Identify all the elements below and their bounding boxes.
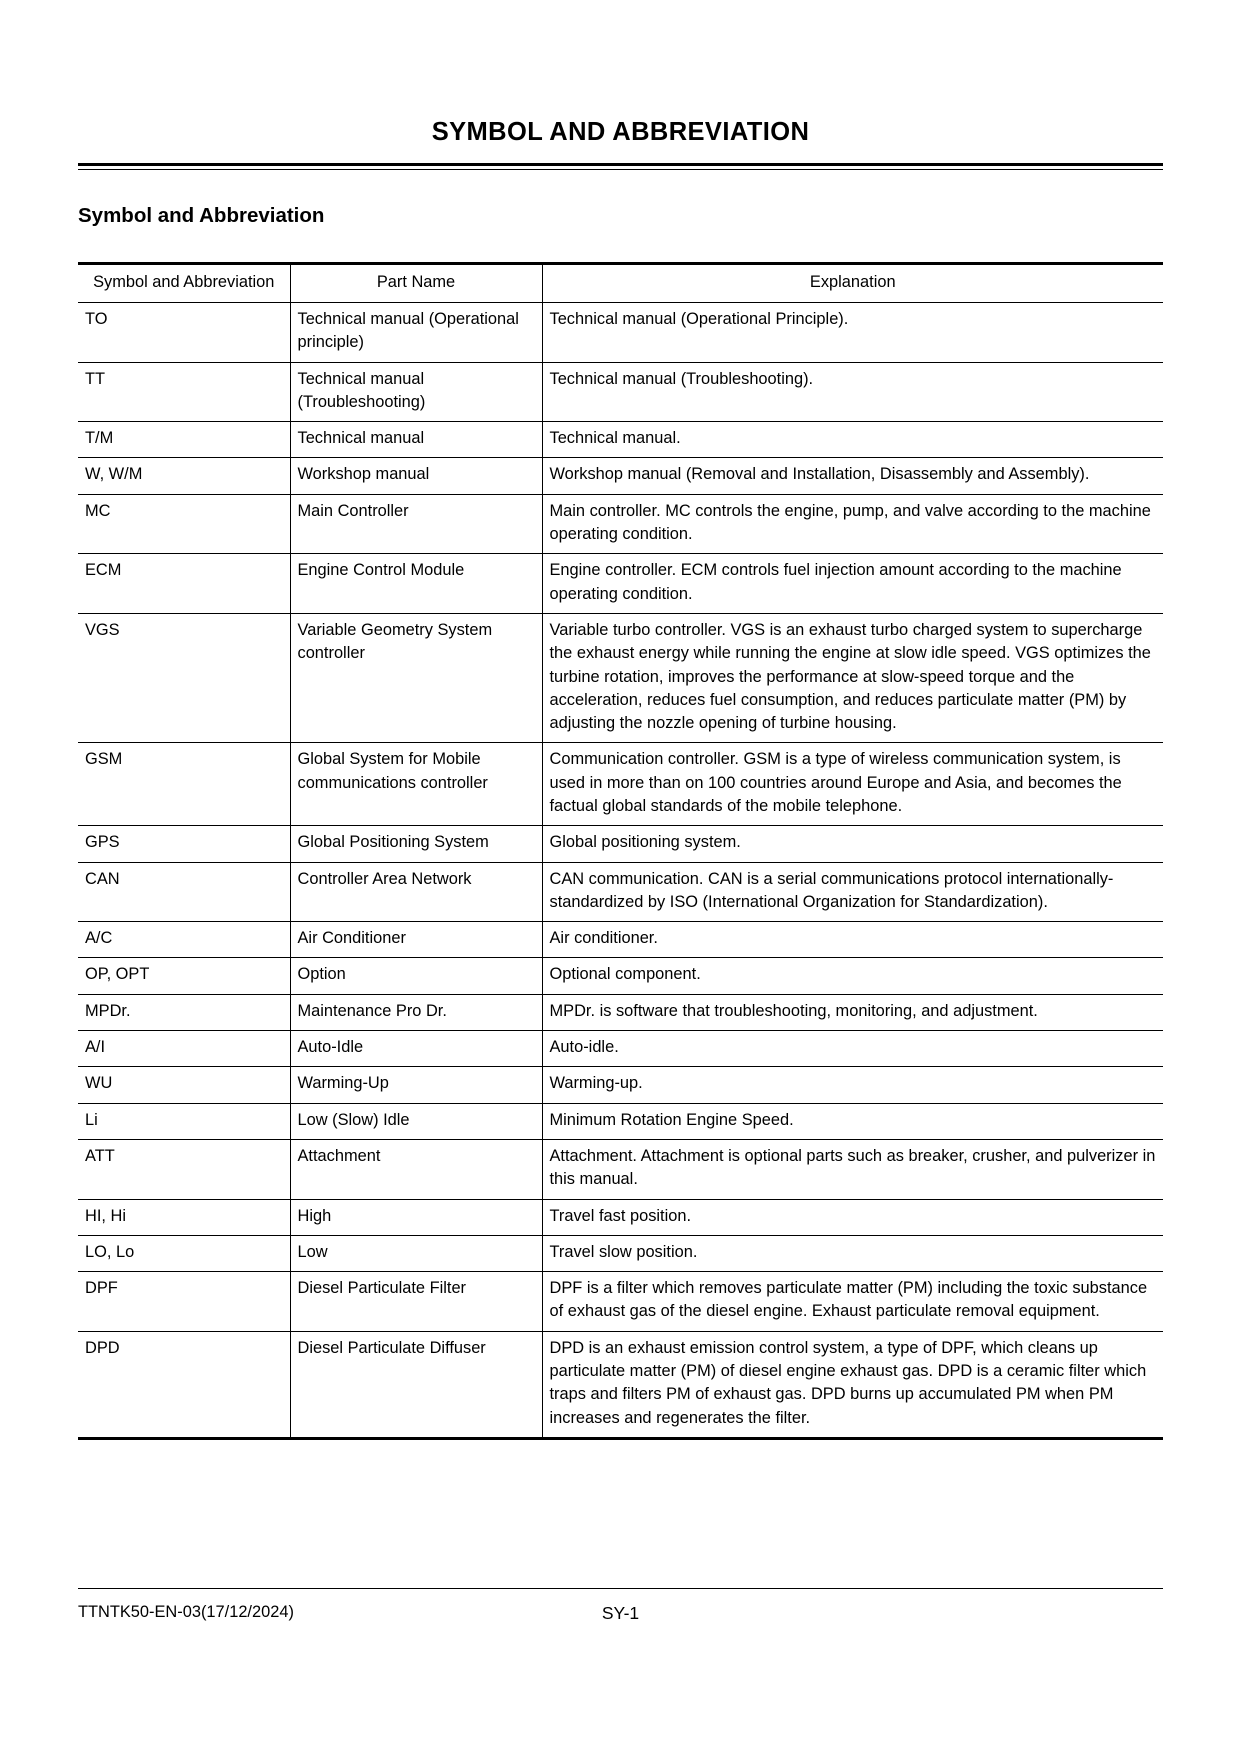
cell-part-name: Global System for Mobile communications controller [290, 743, 542, 826]
cell-explanation: CAN communication. CAN is a serial communications protocol internationally-standardized by ISO (International Organization for Standardization). [542, 862, 1163, 922]
cell-explanation: Workshop manual (Removal and Installation, Disassembly and Assembly). [542, 458, 1163, 494]
cell-part-name: Air Conditioner [290, 922, 542, 958]
title-divider [78, 163, 1163, 170]
cell-explanation: Travel fast position. [542, 1199, 1163, 1235]
cell-part-name: Auto-Idle [290, 1031, 542, 1067]
cell-symbol: OP, OPT [78, 958, 290, 994]
cell-explanation: Minimum Rotation Engine Speed. [542, 1103, 1163, 1139]
page-footer [78, 1588, 1163, 1622]
table-row [78, 494, 1163, 554]
cell-part-name: Low [290, 1235, 542, 1271]
table-row [78, 1272, 1163, 1332]
cell-explanation: Warming-up. [542, 1067, 1163, 1103]
table-row [78, 1235, 1163, 1271]
cell-symbol: MC [78, 494, 290, 554]
column-header-part-name: Part Name [290, 263, 542, 302]
table-header [78, 263, 1163, 302]
cell-explanation: Auto-idle. [542, 1031, 1163, 1067]
cell-symbol: T/M [78, 422, 290, 458]
cell-explanation: Air conditioner. [542, 922, 1163, 958]
table-row [78, 362, 1163, 422]
table-row [78, 743, 1163, 826]
table-row [78, 1067, 1163, 1103]
cell-symbol: TT [78, 362, 290, 422]
cell-part-name: Diesel Particulate Diffuser [290, 1331, 542, 1438]
footer-divider [78, 1588, 1163, 1589]
cell-part-name: Controller Area Network [290, 862, 542, 922]
cell-explanation: Technical manual (Operational Principle). [542, 302, 1163, 362]
table-row [78, 1031, 1163, 1067]
table-header-row [78, 263, 1163, 302]
table-row [78, 1103, 1163, 1139]
cell-symbol: ECM [78, 554, 290, 614]
table-row [78, 1331, 1163, 1438]
cell-explanation: Attachment. Attachment is optional parts such as breaker, crusher, and pulverizer in this manual. [542, 1139, 1163, 1199]
cell-part-name: Maintenance Pro Dr. [290, 994, 542, 1030]
cell-symbol: DPF [78, 1272, 290, 1332]
cell-part-name: Technical manual [290, 422, 542, 458]
cell-explanation: Optional component. [542, 958, 1163, 994]
cell-explanation: Variable turbo controller. VGS is an exhaust turbo charged system to supercharge the exhaust energy while running the engine at slow idle speed. VGS optimizes the turbine rotation, improves the performance at slow-speed torque and the acceleration, reduces fuel consumption, and reduces particulate matter (PM) by adjusting the nozzle opening of turbine housing. [542, 613, 1163, 742]
table-row [78, 613, 1163, 742]
table-row [78, 958, 1163, 994]
cell-part-name: Diesel Particulate Filter [290, 1272, 542, 1332]
cell-explanation: Travel slow position. [542, 1235, 1163, 1271]
cell-symbol: CAN [78, 862, 290, 922]
cell-part-name: Option [290, 958, 542, 994]
cell-symbol: WU [78, 1067, 290, 1103]
cell-part-name: High [290, 1199, 542, 1235]
cell-symbol: W, W/M [78, 458, 290, 494]
column-header-explanation: Explanation [542, 263, 1163, 302]
cell-explanation: Engine controller. ECM controls fuel injection amount according to the machine operating condition. [542, 554, 1163, 614]
cell-symbol: DPD [78, 1331, 290, 1438]
cell-part-name: Attachment [290, 1139, 542, 1199]
cell-explanation: MPDr. is software that troubleshooting, monitoring, and adjustment. [542, 994, 1163, 1030]
column-header-symbol: Symbol and Abbreviation [78, 263, 290, 302]
cell-symbol: MPDr. [78, 994, 290, 1030]
table-body [78, 302, 1163, 1438]
cell-explanation: DPF is a filter which removes particulate matter (PM) including the toxic substance of exhaust gas of the diesel engine. Exhaust particulate removal equipment. [542, 1272, 1163, 1332]
cell-symbol: TO [78, 302, 290, 362]
cell-part-name: Warming-Up [290, 1067, 542, 1103]
cell-symbol: HI, Hi [78, 1199, 290, 1235]
cell-part-name: Engine Control Module [290, 554, 542, 614]
table-row [78, 458, 1163, 494]
page-number: SY-1 [601, 1603, 640, 1623]
section-heading: Symbol and Abbreviation [78, 204, 325, 228]
symbol-abbreviation-table [78, 262, 1163, 1440]
table-row [78, 862, 1163, 922]
cell-explanation: DPD is an exhaust emission control system, a type of DPF, which cleans up particulate matter (PM) of diesel engine exhaust gas. DPD is a ceramic filter which traps and filters PM of exhaust gas. DPD burns up accumulated PM when PM increases and regenerates the filter. [542, 1331, 1163, 1438]
cell-symbol: A/I [78, 1031, 290, 1067]
cell-explanation: Technical manual (Troubleshooting). [542, 362, 1163, 422]
cell-explanation: Main controller. MC controls the engine, pump, and valve according to the machine operating condition. [542, 494, 1163, 554]
cell-symbol: GSM [78, 743, 290, 826]
cell-symbol: GPS [78, 826, 290, 862]
cell-part-name: Variable Geometry System controller [290, 613, 542, 742]
cell-symbol: A/C [78, 922, 290, 958]
table-row [78, 554, 1163, 614]
cell-symbol: ATT [78, 1139, 290, 1199]
table-row [78, 826, 1163, 862]
cell-part-name: Technical manual (Operational principle) [290, 302, 542, 362]
cell-part-name: Workshop manual [290, 458, 542, 494]
cell-part-name: Low (Slow) Idle [290, 1103, 542, 1139]
cell-symbol: VGS [78, 613, 290, 742]
cell-explanation: Communication controller. GSM is a type of wireless communication system, is used in more than on 100 countries around Europe and Asia, and becomes the factual global standards of the mobile telephone. [542, 743, 1163, 826]
table-row [78, 1139, 1163, 1199]
cell-symbol: Li [78, 1103, 290, 1139]
footer-row [78, 1603, 1163, 1622]
cell-symbol: LO, Lo [78, 1235, 290, 1271]
cell-part-name: Global Positioning System [290, 826, 542, 862]
table-row [78, 994, 1163, 1030]
document-code: TTNTK50-EN-03(17/12/2024) [78, 1603, 294, 1621]
table-row [78, 922, 1163, 958]
cell-explanation: Technical manual. [542, 422, 1163, 458]
page-title: SYMBOL AND ABBREVIATION [431, 118, 810, 146]
cell-part-name: Technical manual (Troubleshooting) [290, 362, 542, 422]
table-row [78, 422, 1163, 458]
table-row [78, 302, 1163, 362]
cell-part-name: Main Controller [290, 494, 542, 554]
cell-explanation: Global positioning system. [542, 826, 1163, 862]
table-row [78, 1199, 1163, 1235]
